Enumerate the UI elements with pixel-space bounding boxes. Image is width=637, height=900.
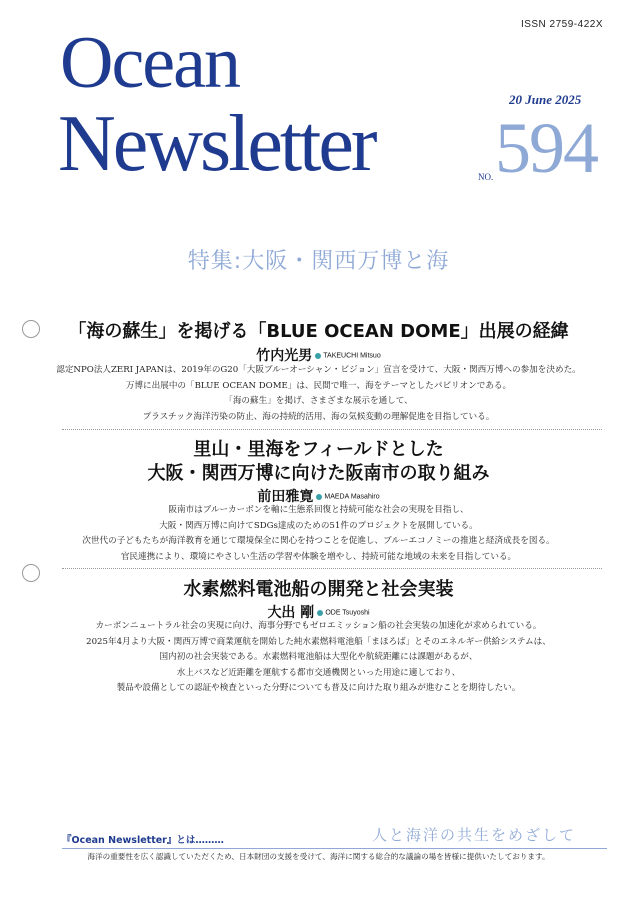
summary-line: 「海の蘇生」を掲げ、さまざまな展示を通して、 <box>224 396 413 406</box>
issue-number: 594 <box>495 108 597 188</box>
issue-date: 20 June 2025 <box>509 92 582 107</box>
article-1-author-name: 竹内光男 <box>256 348 313 364</box>
masthead-ocean: Ocean <box>60 22 239 104</box>
summary-line: 2025年4月より大阪・関西万博で商業運航を開始した純水素燃料電池船「まほろば」とそのエネルギー供給システムは、 <box>86 636 551 647</box>
summary-line: 次世代の子どもたちが海洋教育を通じて環境保全に関心を持つことを促進し、ブルーエコノミーの推進と経済成長を図る。 <box>82 536 555 546</box>
summary-line: 国内初の社会実装である。水素燃料電池船は大型化や航続距離には課題があるが、 <box>159 652 478 662</box>
summary-line: カーボンニュートラル社会の実現に向け、海事分野でもゼロエミッション船の社会実装の加速化が求められている。 <box>95 621 542 631</box>
author-bullet-icon <box>316 494 322 500</box>
footer-description: 海洋の重要性を広く認識していただくため、日本財団の支援を受けて、海洋に関する総合的な議論の場を皆様に提供いたしております。 <box>87 852 550 861</box>
article-3-summary <box>0 619 637 697</box>
summary-line: 阪南市はブルーカーボンを軸に生態系回復と持続可能な社会の実現を目指し、 <box>168 505 469 515</box>
author-bullet-icon <box>315 353 321 359</box>
author-bullet-icon <box>317 610 323 616</box>
article-divider <box>62 568 602 569</box>
footer-tagline: 人と海洋の共生をめざして <box>372 826 577 844</box>
article-2-title-line: 里山・里海をフィールドとした <box>193 439 444 460</box>
article-divider <box>62 429 602 430</box>
article-1-author <box>0 345 637 365</box>
article-2-author-roman: MAEDA Masahiro <box>324 493 380 501</box>
masthead-newsletter: Newsletter <box>58 100 375 188</box>
article-1-summary <box>0 363 637 425</box>
article-2-title <box>0 438 637 486</box>
article-2-summary <box>0 503 637 565</box>
article-3-author-name: 大出 剛 <box>267 605 315 621</box>
article-3-author-roman: ODE Tsuyoshi <box>325 609 370 617</box>
article-1-author-roman: TAKEUCHI Mitsuo <box>323 352 381 360</box>
summary-line: 官民連携により、環境にやさしい生活の学習や体験を増やし、持続可能な地域の未来を目指している。 <box>120 551 517 562</box>
issue-prefix: NO. <box>478 172 494 182</box>
article-2-author-name: 前田雅寛 <box>257 489 314 505</box>
summary-line: 水上バスなど近距離を運航する都市交通機関といった用途に適しており、 <box>176 667 461 678</box>
special-theme-title: 特集:大阪・関西万博と海 <box>187 249 450 274</box>
footer-divider <box>62 848 607 849</box>
summary-line: 大阪・関西万博に向けてSDGs達成のための51件のプロジェクトを展開している。 <box>159 520 478 531</box>
article-2-title-line: 大阪・関西万博に向けた阪南市の取り組み <box>147 463 490 484</box>
footer-label: 『Ocean Newsletter』とは……… <box>62 835 224 846</box>
summary-line: プラスチック海洋汚染の防止、海の持続的活用、海の気候変動の理解促進を目指している。 <box>142 411 495 422</box>
article-3-title: 水素燃料電池船の開発と社会実装 <box>183 579 454 600</box>
summary-line: 万博に出展中の「BLUE OCEAN DOME」は、民間で唯一、海をテーマとしたパビリオンである。 <box>125 380 512 391</box>
summary-line: 認定NPO法人ZERI JAPANは、2019年のG20「大阪ブルーオーシャン・ビジョン」宣言を受けて、大阪・関西万博への参加を決めた。 <box>56 365 581 375</box>
issn-number: ISSN 2759-422X <box>520 19 603 30</box>
summary-line: 製品や設備としての認証や検査といった分野についても普及に向けた取り組みが進むことを期待したい。 <box>116 683 521 693</box>
article-1-title: 「海の蘇生」を掲げる「BLUE OCEAN DOME」出展の経緯 <box>68 321 569 342</box>
